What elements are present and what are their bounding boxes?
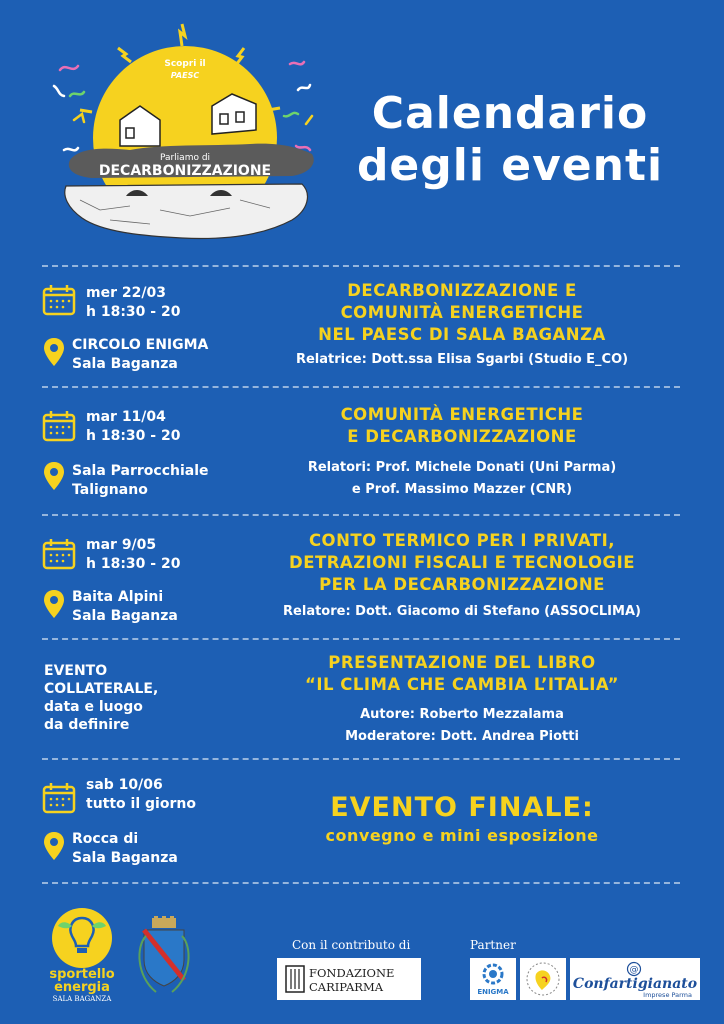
circular-emblem-icon — [524, 960, 562, 998]
event-venue — [72, 462, 209, 500]
logo-scopri-text: Scopri il — [164, 59, 206, 69]
logo-banner-small: Parliamo di — [159, 153, 211, 163]
speaker-line: Moderatore: Dott. Andrea Piotti — [345, 729, 579, 744]
event-venue — [72, 830, 178, 868]
event-title-line: PER LA DECARBONIZZAZIONE — [319, 575, 605, 594]
divider — [42, 386, 680, 388]
event-when — [86, 536, 180, 574]
confartigianato-text: Confartigianato — [572, 976, 698, 992]
venue-line-2: Sala Baganza — [72, 608, 178, 624]
speaker-line: Relatori: Prof. Michele Donati (Uni Parma) — [307, 460, 617, 475]
svg-text:@: @ — [629, 965, 639, 975]
gear-icon — [480, 961, 506, 987]
event-title — [262, 652, 662, 696]
event-title — [262, 280, 662, 346]
sportello-energia-logo — [44, 904, 120, 1004]
event-date: mer 22/03 — [86, 285, 166, 301]
event-title-line: “IL CLIMA CHE CAMBIA L’ITALIA” — [304, 675, 620, 694]
calendar-icon — [42, 538, 76, 570]
event-title-line: CONTO TERMICO PER I PRIVATI, — [308, 531, 616, 550]
venue-line-2: Talignano — [72, 482, 148, 498]
venue-line-2: Sala Baganza — [72, 356, 178, 372]
title-line-2: degli eventi — [356, 140, 664, 191]
venue-line-1: Sala Parrocchiale — [72, 463, 209, 479]
location-pin-icon — [44, 462, 64, 490]
event-when — [86, 284, 180, 322]
coat-of-arms-icon — [134, 916, 194, 1002]
speaker-line: Relatore: Dott. Giacomo di Stefano (ASSOCLIMA) — [283, 604, 641, 619]
event-date: mar 11/04 — [86, 409, 166, 425]
event-speakers — [248, 349, 676, 371]
event-speakers — [248, 457, 676, 501]
event-title-line: PRESENTAZIONE DEL LIBRO — [328, 653, 596, 672]
collateral-line: COLLATERALE, — [44, 681, 159, 697]
divider — [42, 882, 680, 884]
partner-label: Partner — [470, 938, 516, 952]
event-title — [262, 530, 662, 596]
calendar-icon — [42, 410, 76, 442]
event-date: mar 9/05 — [86, 537, 157, 553]
partner-circle-logo — [520, 958, 566, 1000]
location-pin-icon — [44, 832, 64, 860]
confartigianato-logo — [570, 958, 700, 1000]
collateral-line: EVENTO — [44, 663, 108, 679]
logo-banner-big: DECARBONIZZAZIONE — [98, 163, 272, 179]
event-time: h 18:30 - 20 — [86, 428, 181, 444]
event-time: tutto il giorno — [86, 796, 196, 812]
event-when — [86, 408, 180, 446]
divider — [42, 638, 680, 640]
paesc-logo-illustration — [40, 20, 330, 260]
event-venue — [72, 336, 208, 374]
event-time: h 18:30 - 20 — [86, 556, 181, 572]
sportello-line-2: energia — [54, 980, 110, 995]
event-title-line: COMUNITÀ ENERGETICHE — [340, 405, 584, 424]
contribution-label: Con il contributo di — [292, 938, 411, 952]
event-when — [86, 776, 196, 814]
event-title-line: NEL PAESC DI SALA BAGANZA — [318, 325, 606, 344]
location-pin-icon — [44, 590, 64, 618]
fondazione-cariparma-logo — [277, 958, 421, 1000]
logo-paesc-text: PAESC — [170, 71, 200, 80]
event-title-line: DECARBONIZZAZIONE E — [347, 281, 577, 300]
collateral-line: data e luogo — [44, 699, 143, 715]
confartigianato-sub: Imprese Parma — [643, 991, 692, 999]
venue-line-1: Baita Alpini — [72, 589, 164, 605]
speaker-line: Relatrice: Dott.ssa Elisa Sgarbi (Studio E_CO) — [295, 352, 629, 367]
fondazione-mark-icon — [285, 965, 305, 993]
sportello-line-3: SALA BAGANZA — [52, 995, 112, 1003]
event-title-line: COMUNITÀ ENERGETICHE — [340, 303, 584, 322]
event-collateral-note — [44, 662, 158, 734]
event-date: sab 10/06 — [86, 777, 163, 793]
calendar-icon — [42, 782, 76, 814]
event-title — [262, 404, 662, 448]
final-event-title: EVENTO FINALE: — [330, 792, 594, 823]
enigma-text: ENIGMA — [477, 988, 509, 996]
divider — [42, 758, 680, 760]
event-speakers — [248, 601, 676, 623]
venue-line-2: Sala Baganza — [72, 850, 178, 866]
final-event-subtitle: convegno e mini esposizione — [325, 826, 599, 845]
collateral-line: da definire — [44, 717, 130, 733]
venue-line-1: CIRCOLO ENIGMA — [72, 337, 209, 353]
divider — [42, 265, 680, 267]
event-title-line: E DECARBONIZZAZIONE — [347, 427, 577, 446]
at-sign-icon — [626, 961, 642, 977]
speaker-line: e Prof. Massimo Mazzer (CNR) — [351, 482, 573, 497]
event-speakers — [248, 704, 676, 748]
sportello-line-1: sportello — [49, 967, 115, 982]
title-line-1: Calendario — [371, 88, 649, 139]
fondazione-line-2: CARIPARMA — [309, 980, 384, 994]
event-title-line: DETRAZIONI FISCALI E TECNOLOGIE — [289, 553, 635, 572]
calendar-icon — [42, 284, 76, 316]
speaker-line: Autore: Roberto Mezzalama — [360, 707, 564, 722]
page-title — [340, 88, 680, 192]
event-venue — [72, 588, 178, 626]
divider — [42, 514, 680, 516]
event-time: h 18:30 - 20 — [86, 304, 181, 320]
location-pin-icon — [44, 338, 64, 366]
venue-line-1: Rocca di — [72, 831, 139, 847]
enigma-logo — [470, 958, 516, 1000]
fondazione-line-1: FONDAZIONE — [309, 966, 395, 980]
